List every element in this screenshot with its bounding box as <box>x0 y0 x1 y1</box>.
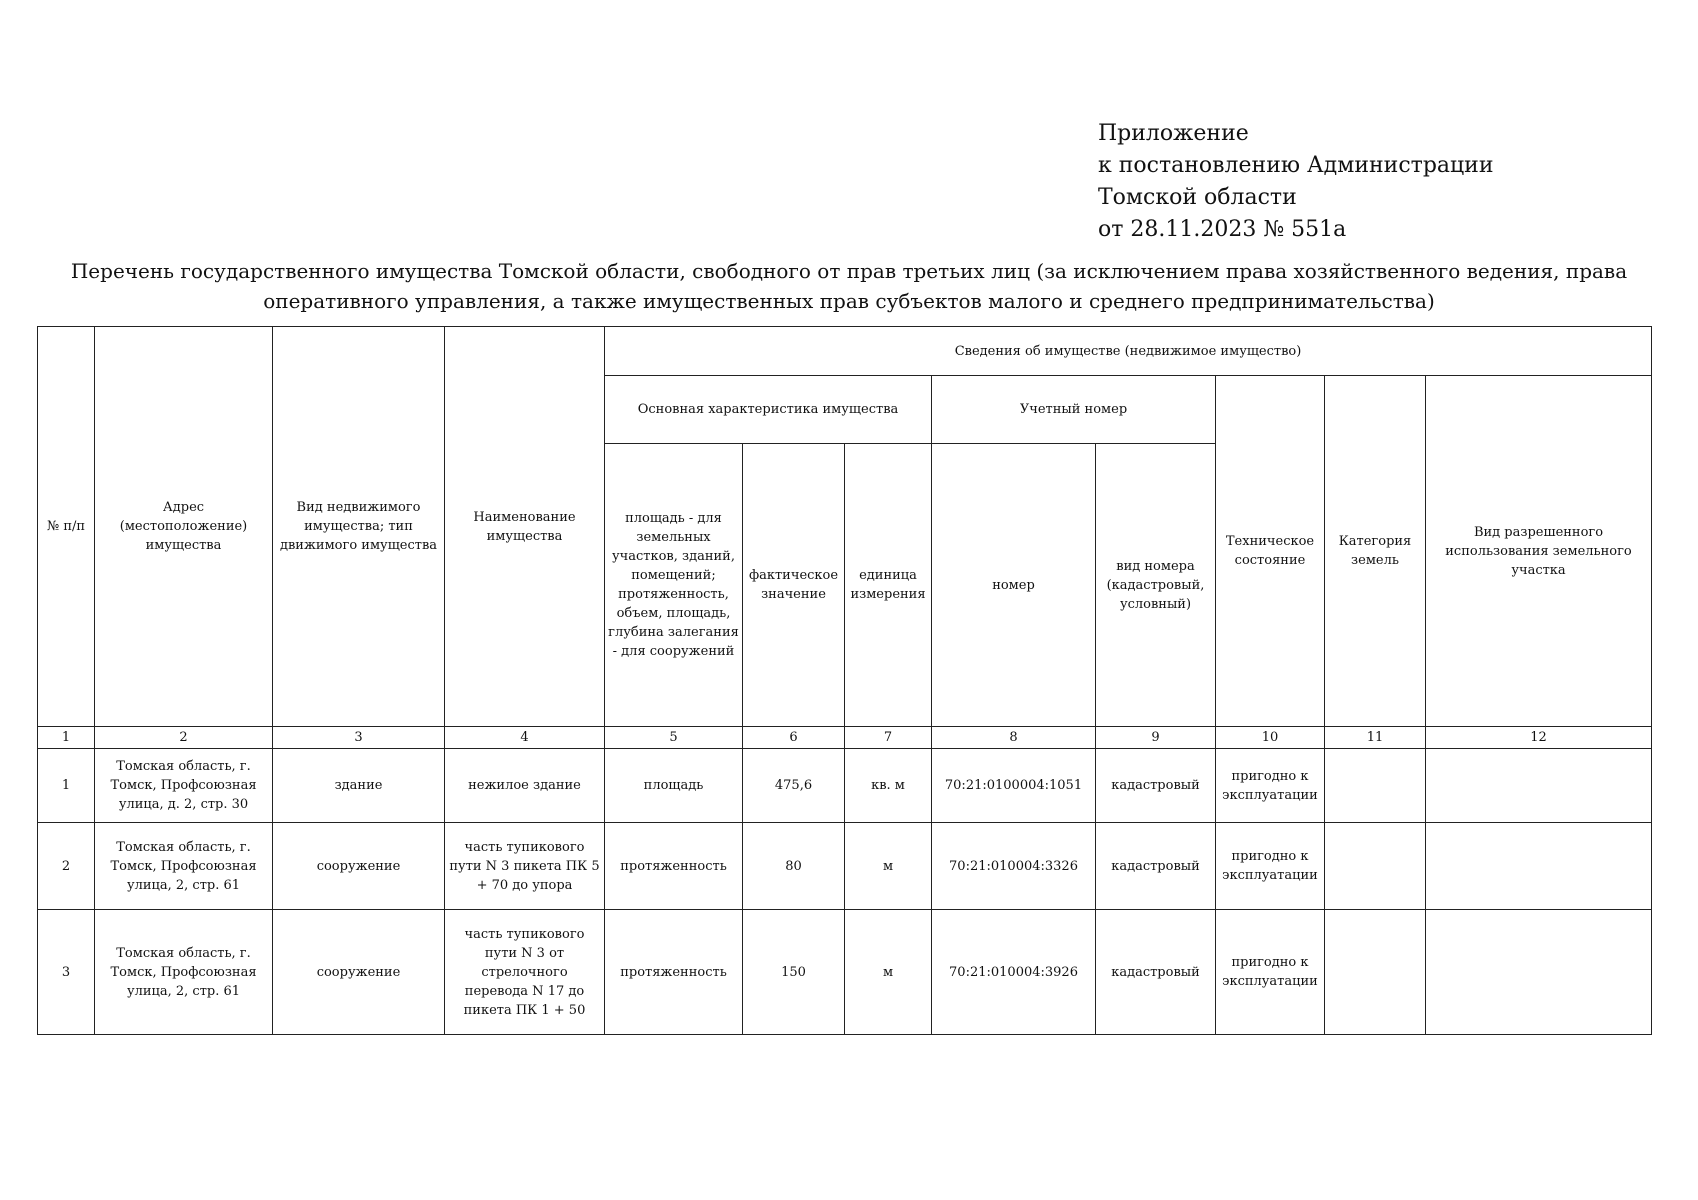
cell-type: сооружение <box>273 910 445 1035</box>
table-header <box>38 327 1652 749</box>
column-number: 11 <box>1325 727 1426 749</box>
cell-value: 475,6 <box>743 749 845 823</box>
table-row <box>38 910 1652 1035</box>
cell-land-category <box>1325 823 1426 910</box>
document-title: Перечень государственного имущества Томской области, свободного от прав третьих лиц (за исключением права хозяйственного ведения, права оперативного управления, а также имущественных прав субъектов малого и среднего предпринимательства) <box>70 259 1628 313</box>
header-permitted-use: Вид разрешенного использования земельного участка <box>1426 376 1652 727</box>
cell-characteristic: протяженность <box>605 823 743 910</box>
cell-value: 150 <box>743 910 845 1035</box>
cell-name: часть тупикового пути N 3 от стрелочного перевода N 17 до пикета ПК 1 + 50 <box>445 910 605 1035</box>
column-number: 6 <box>743 727 845 749</box>
column-number: 1 <box>38 727 95 749</box>
cell-land-category <box>1325 749 1426 823</box>
cell-num: 2 <box>38 823 95 910</box>
cell-number-type: кадастровый <box>1096 823 1216 910</box>
header-main-characteristic: Основная характеристика имущества <box>605 376 932 444</box>
cell-address: Томская область, г. Томск, Профсоюзная улица, д. 2, стр. 30 <box>95 749 273 823</box>
cell-characteristic: протяженность <box>605 910 743 1035</box>
cell-tech-state: пригодно к эксплуатации <box>1216 910 1325 1035</box>
header-number-type: вид номера (кадастровый, условный) <box>1096 444 1216 727</box>
cell-num: 3 <box>38 910 95 1035</box>
column-number: 2 <box>95 727 273 749</box>
cell-tech-state: пригодно к эксплуатации <box>1216 823 1325 910</box>
cell-num: 1 <box>38 749 95 823</box>
cell-type: сооружение <box>273 823 445 910</box>
column-number: 7 <box>845 727 932 749</box>
header-info: Сведения об имуществе (недвижимое имущество) <box>605 327 1652 376</box>
header-area: площадь - для земельных участков, зданий, помещений; протяженность, объем, площадь, глубина залегания - для сооружений <box>605 444 743 727</box>
cell-type: здание <box>273 749 445 823</box>
cell-address: Томская область, г. Томск, Профсоюзная улица, 2, стр. 61 <box>95 823 273 910</box>
header-registration-number: Учетный номер <box>932 376 1216 444</box>
header-actual-value: фактическое значение <box>743 444 845 727</box>
cell-value: 80 <box>743 823 845 910</box>
appendix-line-2: к постановлению Администрации <box>1098 153 1494 178</box>
column-number-row <box>38 727 1652 749</box>
cell-address: Томская область, г. Томск, Профсоюзная улица, 2, стр. 61 <box>95 910 273 1035</box>
header-type: Вид недвижимого имущества; тип движимого имущества <box>273 327 445 727</box>
header-name: Наименование имущества <box>445 327 605 727</box>
cell-permitted-use <box>1426 823 1652 910</box>
cell-number-type: кадастровый <box>1096 910 1216 1035</box>
table-row <box>38 823 1652 910</box>
column-number: 12 <box>1426 727 1652 749</box>
cell-characteristic: площадь <box>605 749 743 823</box>
cell-permitted-use <box>1426 749 1652 823</box>
property-table <box>37 326 1652 1035</box>
appendix-line-3: Томской области <box>1098 185 1297 210</box>
cell-unit: м <box>845 910 932 1035</box>
cell-name: нежилое здание <box>445 749 605 823</box>
header-number: номер <box>932 444 1096 727</box>
table-row <box>38 749 1652 823</box>
header-address: Адрес (местоположение) имущества <box>95 327 273 727</box>
appendix-line-4: от 28.11.2023 № 551а <box>1098 217 1347 242</box>
cell-permitted-use <box>1426 910 1652 1035</box>
cell-name: часть тупикового пути N 3 пикета ПК 5 + 70 до упора <box>445 823 605 910</box>
cell-unit: м <box>845 823 932 910</box>
cell-tech-state: пригодно к эксплуатации <box>1216 749 1325 823</box>
cell-number: 70:21:010004:3926 <box>932 910 1096 1035</box>
column-number: 4 <box>445 727 605 749</box>
cell-number: 70:21:010004:3326 <box>932 823 1096 910</box>
column-number: 9 <box>1096 727 1216 749</box>
header-technical-state: Техническое состояние <box>1216 376 1325 727</box>
cell-number: 70:21:0100004:1051 <box>932 749 1096 823</box>
cell-land-category <box>1325 910 1426 1035</box>
column-number: 5 <box>605 727 743 749</box>
header-num: № п/п <box>38 327 95 727</box>
cell-unit: кв. м <box>845 749 932 823</box>
column-number: 8 <box>932 727 1096 749</box>
appendix-line-1: Приложение <box>1098 121 1249 146</box>
appendix-block <box>1098 118 1494 246</box>
header-land-category: Категория земель <box>1325 376 1426 727</box>
cell-number-type: кадастровый <box>1096 749 1216 823</box>
column-number: 3 <box>273 727 445 749</box>
table-body <box>38 749 1652 1035</box>
column-number: 10 <box>1216 727 1325 749</box>
header-unit: единица измерения <box>845 444 932 727</box>
